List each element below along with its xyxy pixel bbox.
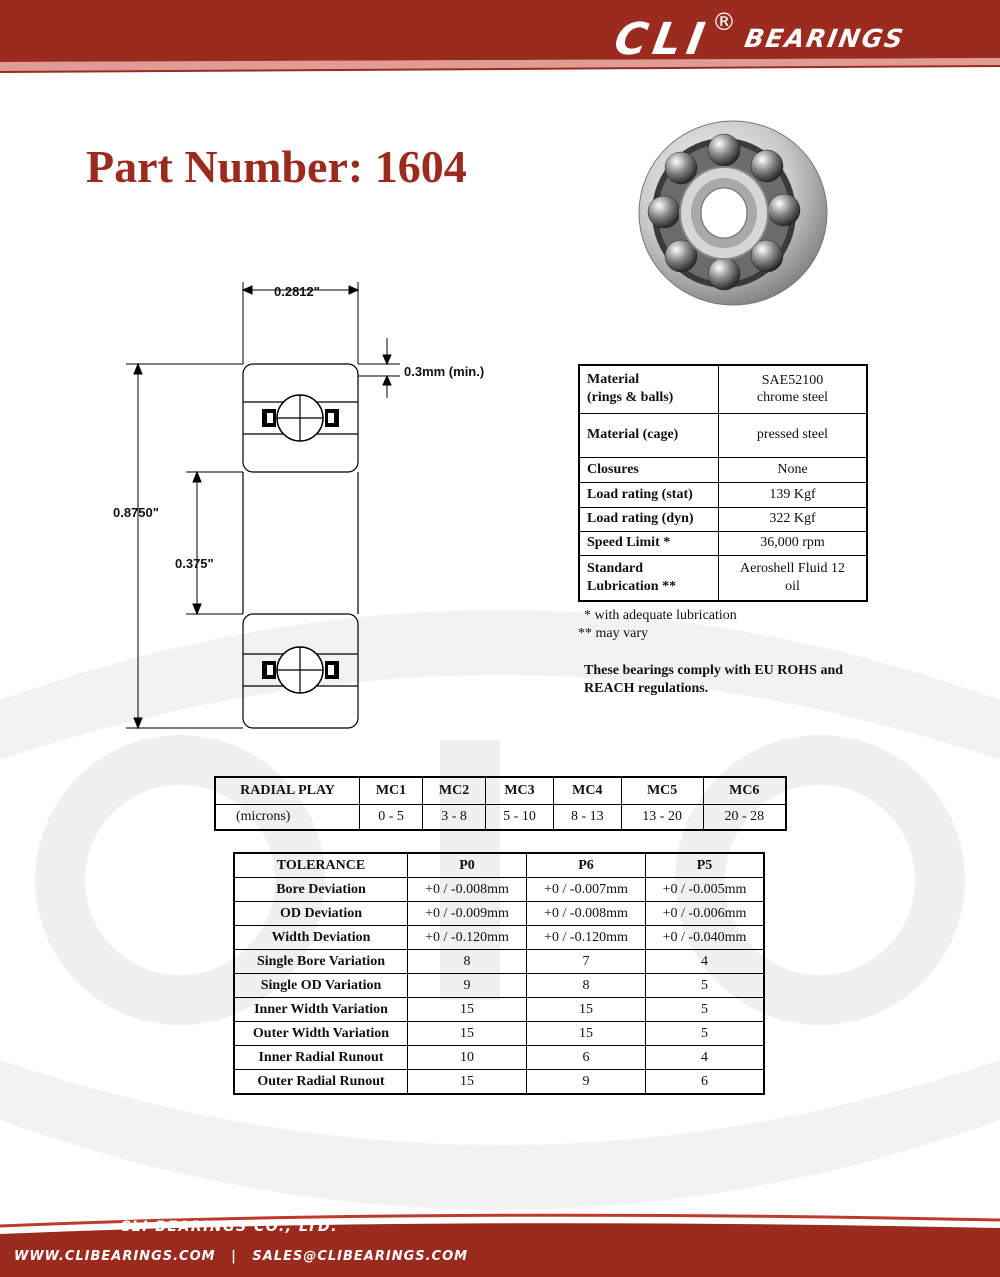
- tolerance-cell: +0 / -0.120mm: [527, 926, 646, 950]
- tolerance-cell: +0 / -0.120mm: [408, 926, 527, 950]
- radial-play-cell: 5 - 10: [486, 805, 554, 831]
- tolerance-cell: 15: [408, 998, 527, 1022]
- tolerance-cell: Single OD Variation: [234, 974, 408, 998]
- spec-label: Material (cage): [579, 413, 719, 457]
- radial-play-table: [214, 776, 787, 831]
- lubrication-footnote: ** may vary: [578, 626, 648, 641]
- bearing-photo: [636, 118, 830, 308]
- chamfer-dimension-label: 0.3mm (min.): [404, 364, 485, 379]
- tolerance-cell: 15: [408, 1022, 527, 1046]
- radial-play-header-cell: MC5: [621, 777, 703, 805]
- tolerance-header-row: [234, 853, 764, 878]
- tolerance-cell: Outer Width Variation: [234, 1022, 408, 1046]
- tolerance-cell: 8: [527, 974, 646, 998]
- width-dimension-label: 0.2812": [274, 284, 320, 299]
- spec-value: 139 Kgf: [719, 482, 868, 507]
- spec-row: [579, 365, 867, 413]
- specification-table: [578, 364, 868, 602]
- tolerance-cell: 15: [408, 1070, 527, 1095]
- radial-play-cell: 13 - 20: [621, 805, 703, 831]
- tolerance-cell: 8: [408, 950, 527, 974]
- bearing-cross-section-drawing: [100, 280, 520, 750]
- tolerance-cell: 10: [408, 1046, 527, 1070]
- tolerance-cell: Bore Deviation: [234, 878, 408, 902]
- radial-play-header-cell: RADIAL PLAY: [215, 777, 360, 805]
- tolerance-row: [234, 902, 764, 926]
- tolerance-cell: 5: [646, 974, 765, 998]
- footer-website-link[interactable]: WWW.CLIBEARINGS.COM: [14, 1249, 216, 1264]
- spec-row: [579, 507, 867, 531]
- tolerance-row: [234, 998, 764, 1022]
- tolerance-cell: 6: [527, 1046, 646, 1070]
- tolerance-row: [234, 1070, 764, 1095]
- tolerance-cell: 5: [646, 1022, 765, 1046]
- tolerance-cell: +0 / -0.007mm: [527, 878, 646, 902]
- page-title: Part Number: 1604: [86, 141, 467, 192]
- tolerance-cell: +0 / -0.005mm: [646, 878, 765, 902]
- radial-play-cell: 8 - 13: [553, 805, 621, 831]
- spec-row: [579, 413, 867, 457]
- spec-label: Standard Lubrication **: [579, 555, 719, 601]
- tolerance-row: [234, 1022, 764, 1046]
- footer-separator: |: [231, 1249, 237, 1264]
- spec-value: None: [719, 457, 868, 482]
- tolerance-table: [233, 852, 765, 1095]
- spec-label: Load rating (dyn): [579, 507, 719, 531]
- tolerance-cell: Outer Radial Runout: [234, 1070, 408, 1095]
- tolerance-cell: +0 / -0.009mm: [408, 902, 527, 926]
- tolerance-cell: 9: [527, 1070, 646, 1095]
- tolerance-cell: 4: [646, 1046, 765, 1070]
- tolerance-cell: Inner Radial Runout: [234, 1046, 408, 1070]
- spec-value: 36,000 rpm: [719, 531, 868, 555]
- spec-label: Closures: [579, 457, 719, 482]
- speed-footnote: * with adequate lubrication: [584, 608, 737, 623]
- radial-play-header-cell: MC1: [360, 777, 423, 805]
- radial-play-cell: (microns): [215, 805, 360, 831]
- radial-play-header-cell: MC6: [703, 777, 786, 805]
- spec-label: Speed Limit *: [579, 531, 719, 555]
- tolerance-cell: 7: [527, 950, 646, 974]
- spec-label: Material (rings & balls): [579, 365, 719, 413]
- tolerance-header-cell: P6: [527, 853, 646, 878]
- logo-cli: CLI: [610, 14, 715, 65]
- spec-row: [579, 531, 867, 555]
- radial-play-cell: 20 - 28: [703, 805, 786, 831]
- spec-value: pressed steel: [719, 413, 868, 457]
- footer-band: [0, 1200, 1000, 1277]
- radial-play-header-cell: MC4: [553, 777, 621, 805]
- tolerance-row: [234, 950, 764, 974]
- tolerance-cell: 6: [646, 1070, 765, 1095]
- tolerance-cell: OD Deviation: [234, 902, 408, 926]
- tolerance-cell: 9: [408, 974, 527, 998]
- footer-company-name: CLI BEARINGS CO., LTD.: [120, 1219, 338, 1235]
- bore-diameter-label: 0.375": [175, 556, 214, 571]
- tolerance-cell: 5: [646, 998, 765, 1022]
- radial-play-header-cell: MC2: [423, 777, 486, 805]
- spec-row: [579, 457, 867, 482]
- tolerance-header-cell: TOLERANCE: [234, 853, 408, 878]
- radial-play-header-cell: MC3: [486, 777, 554, 805]
- footer-contact: [14, 1249, 468, 1264]
- spec-label: Load rating (stat): [579, 482, 719, 507]
- spec-value: Aeroshell Fluid 12 oil: [719, 555, 868, 601]
- tolerance-row: [234, 1046, 764, 1070]
- tolerance-cell: Width Deviation: [234, 926, 408, 950]
- spec-value: SAE52100 chrome steel: [719, 365, 868, 413]
- tolerance-cell: +0 / -0.008mm: [408, 878, 527, 902]
- tolerance-cell: +0 / -0.040mm: [646, 926, 765, 950]
- compliance-note: These bearings comply with EU ROHS and REACH regulations.: [584, 663, 844, 696]
- tolerance-cell: +0 / -0.008mm: [527, 902, 646, 926]
- logo-bearings: BEARINGS: [742, 24, 908, 53]
- radial-play-cell: 3 - 8: [423, 805, 486, 831]
- tolerance-cell: +0 / -0.006mm: [646, 902, 765, 926]
- tolerance-cell: 15: [527, 998, 646, 1022]
- spec-row: [579, 482, 867, 507]
- tolerance-cell: Inner Width Variation: [234, 998, 408, 1022]
- radial-play-header-row: [215, 777, 786, 805]
- tolerance-row: [234, 974, 764, 998]
- tolerance-cell: 4: [646, 950, 765, 974]
- tolerance-header-cell: P5: [646, 853, 765, 878]
- outer-diameter-label: 0.8750": [113, 505, 159, 520]
- footer-email-link[interactable]: SALES@CLIBEARINGS.COM: [252, 1249, 469, 1264]
- tolerance-cell: 15: [527, 1022, 646, 1046]
- logo-registered-mark: ®: [712, 8, 736, 36]
- radial-play-value-row: [215, 805, 786, 831]
- radial-play-cell: 0 - 5: [360, 805, 423, 831]
- spec-row: [579, 555, 867, 601]
- tolerance-header-cell: P0: [408, 853, 527, 878]
- tolerance-row: [234, 878, 764, 902]
- tolerance-row: [234, 926, 764, 950]
- spec-value: 322 Kgf: [719, 507, 868, 531]
- tolerance-cell: Single Bore Variation: [234, 950, 408, 974]
